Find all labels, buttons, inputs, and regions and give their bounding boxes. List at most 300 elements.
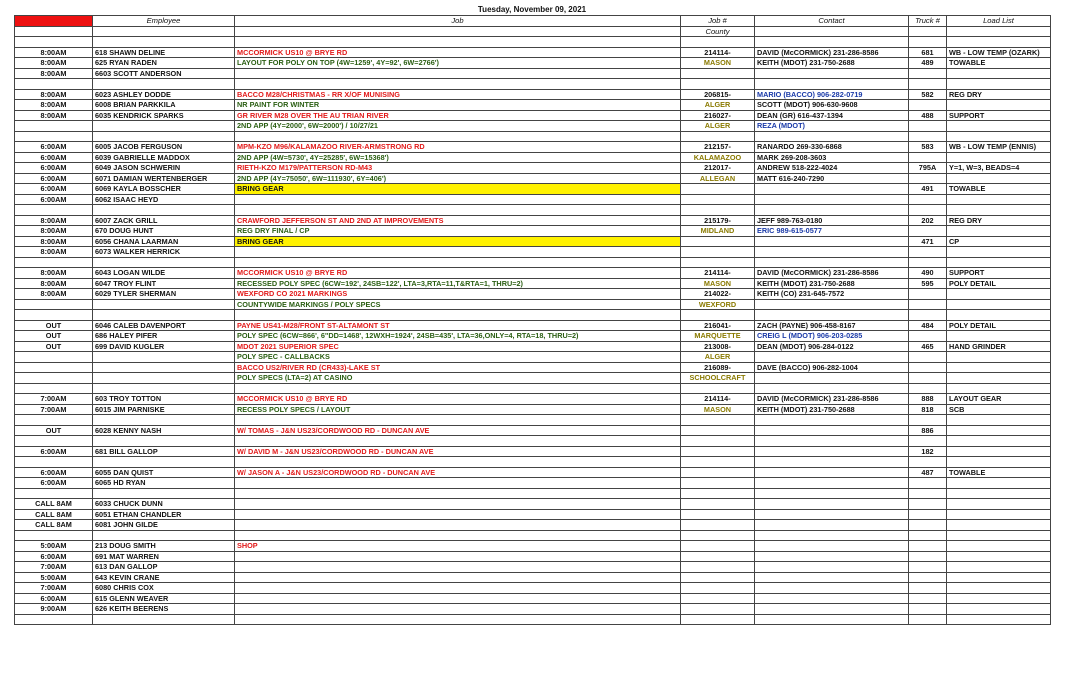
table-row (15, 289, 1051, 300)
time-cell: 6:00AM (15, 184, 93, 195)
header-blank (909, 26, 947, 37)
employee-cell: 618 SHAWN DELINE (93, 47, 235, 58)
jobnum-cell (681, 499, 755, 510)
job-cell (235, 520, 681, 531)
employee-cell (93, 352, 235, 363)
job-cell (235, 436, 681, 447)
employee-cell: 6029 TYLER SHERMAN (93, 289, 235, 300)
truck-cell: 582 (909, 89, 947, 100)
job-cell (235, 530, 681, 541)
load-cell: TOWABLE (947, 184, 1051, 195)
jobnum-cell: 216041- (681, 320, 755, 331)
table-row (15, 404, 1051, 415)
load-cell (947, 383, 1051, 394)
load-cell (947, 205, 1051, 216)
employee-cell: 686 HALEY PIFER (93, 331, 235, 342)
job-cell: BRING GEAR (235, 184, 681, 195)
load-cell: LAYOUT GEAR (947, 394, 1051, 405)
contact-cell: JEFF 989-763-0180 (755, 215, 909, 226)
jobnum-cell (681, 541, 755, 552)
truck-cell (909, 530, 947, 541)
header-blank (947, 26, 1051, 37)
table-row (15, 142, 1051, 153)
jobnum-cell: MASON (681, 58, 755, 69)
job-cell (235, 562, 681, 573)
employee-cell (93, 121, 235, 132)
truck-cell: 583 (909, 142, 947, 153)
contact-cell (755, 499, 909, 510)
time-cell (15, 352, 93, 363)
jobnum-cell (681, 562, 755, 573)
table-row (15, 310, 1051, 321)
contact-cell (755, 572, 909, 583)
time-cell: 5:00AM (15, 541, 93, 552)
table-row (15, 394, 1051, 405)
jobnum-cell: KALAMAZOO (681, 152, 755, 163)
jobnum-cell: 216027- (681, 110, 755, 121)
contact-cell (755, 614, 909, 625)
time-cell: CALL 8AM (15, 499, 93, 510)
contact-cell: MATT 616-240-7290 (755, 173, 909, 184)
time-cell: 8:00AM (15, 58, 93, 69)
load-cell (947, 289, 1051, 300)
time-cell: OUT (15, 341, 93, 352)
jobnum-cell: MASON (681, 404, 755, 415)
truck-cell: 465 (909, 341, 947, 352)
table-row (15, 299, 1051, 310)
truck-cell (909, 383, 947, 394)
table-row (15, 247, 1051, 258)
time-cell (15, 299, 93, 310)
table-row (15, 100, 1051, 111)
load-cell (947, 604, 1051, 615)
table-row (15, 362, 1051, 373)
load-cell (947, 173, 1051, 184)
jobnum-cell: MASON (681, 278, 755, 289)
jobnum-cell (681, 614, 755, 625)
load-cell: SUPPORT (947, 268, 1051, 279)
contact-cell: KEITH (MDOT) 231-750-2688 (755, 278, 909, 289)
table-row (15, 383, 1051, 394)
load-cell (947, 614, 1051, 625)
job-cell: POLY SPEC (6CW=866', 6"DD=1468', 12WXH=1924', 24SB=435', LTA=36,ONLY=4, RTA=18, THRU=2) (235, 331, 681, 342)
job-cell: MCCORMICK US10 @ BRYE RD (235, 394, 681, 405)
table-row (15, 131, 1051, 142)
header-time: Time (15, 16, 93, 27)
jobnum-cell (681, 551, 755, 562)
load-cell (947, 131, 1051, 142)
table-row (15, 614, 1051, 625)
load-cell (947, 68, 1051, 79)
employee-cell (93, 299, 235, 310)
job-cell: BACCO M28/CHRISTMAS - RR X/OF MUNISING (235, 89, 681, 100)
load-cell (947, 551, 1051, 562)
truck-cell: 471 (909, 236, 947, 247)
employee-cell (93, 310, 235, 321)
load-cell (947, 299, 1051, 310)
jobnum-cell (681, 583, 755, 594)
job-cell (235, 604, 681, 615)
load-cell (947, 562, 1051, 573)
contact-cell (755, 583, 909, 594)
truck-cell (909, 257, 947, 268)
load-cell (947, 520, 1051, 531)
table-row (15, 320, 1051, 331)
employee-cell: 626 KEITH BEERENS (93, 604, 235, 615)
table-row (15, 415, 1051, 426)
table-row (15, 541, 1051, 552)
load-cell (947, 152, 1051, 163)
table-row (15, 593, 1051, 604)
truck-cell: 818 (909, 404, 947, 415)
employee-cell: 6065 HD RYAN (93, 478, 235, 489)
job-cell: LAYOUT FOR POLY ON TOP (4W=1259', 4Y=92', 6W=2766') (235, 58, 681, 69)
contact-cell: DAVID (McCORMICK) 231-286-8586 (755, 47, 909, 58)
truck-cell (909, 352, 947, 363)
truck-cell (909, 194, 947, 205)
table-row (15, 194, 1051, 205)
load-cell (947, 509, 1051, 520)
jobnum-cell (681, 205, 755, 216)
job-cell: 2ND APP (4Y=75050', 6W=111930', 6Y=406') (235, 173, 681, 184)
table-row (15, 530, 1051, 541)
employee-cell: 6047 TROY FLINT (93, 278, 235, 289)
truck-cell (909, 593, 947, 604)
load-cell (947, 247, 1051, 258)
jobnum-cell (681, 530, 755, 541)
load-cell (947, 37, 1051, 48)
load-cell (947, 488, 1051, 499)
time-cell: OUT (15, 425, 93, 436)
employee-cell (93, 362, 235, 373)
truck-cell (909, 362, 947, 373)
time-cell: 7:00AM (15, 583, 93, 594)
job-cell: BRING GEAR (235, 236, 681, 247)
contact-cell (755, 194, 909, 205)
time-cell: 7:00AM (15, 404, 93, 415)
jobnum-cell: 212017- (681, 163, 755, 174)
employee-cell: 625 RYAN RADEN (93, 58, 235, 69)
load-cell (947, 457, 1051, 468)
contact-cell (755, 446, 909, 457)
table-row (15, 37, 1051, 48)
jobnum-cell (681, 478, 755, 489)
employee-cell (93, 530, 235, 541)
table-row (15, 89, 1051, 100)
truck-cell: 489 (909, 58, 947, 69)
jobnum-cell (681, 457, 755, 468)
contact-cell: DAVID (McCORMICK) 231-286-8586 (755, 268, 909, 279)
job-cell: MDOT 2021 SUPERIOR SPEC (235, 341, 681, 352)
load-cell: TOWABLE (947, 467, 1051, 478)
jobnum-cell: 214114- (681, 268, 755, 279)
jobnum-cell (681, 68, 755, 79)
truck-cell (909, 310, 947, 321)
table-row (15, 47, 1051, 58)
contact-cell (755, 551, 909, 562)
load-cell: POLY DETAIL (947, 320, 1051, 331)
load-cell (947, 572, 1051, 583)
header-blank (755, 26, 909, 37)
time-cell (15, 457, 93, 468)
employee-cell: 6039 GABRIELLE MADDOX (93, 152, 235, 163)
time-cell: 8:00AM (15, 215, 93, 226)
time-cell (15, 257, 93, 268)
job-cell: RIETH-KZO M179/PATTERSON RD-M43 (235, 163, 681, 174)
time-cell: 8:00AM (15, 100, 93, 111)
table-row (15, 425, 1051, 436)
time-cell (15, 488, 93, 499)
employee-cell: 6071 DAMIAN WERTENBERGER (93, 173, 235, 184)
truck-cell (909, 205, 947, 216)
truck-cell: 487 (909, 467, 947, 478)
job-cell: WEXFORD CO 2021 MARKINGS (235, 289, 681, 300)
jobnum-cell (681, 131, 755, 142)
jobnum-cell (681, 467, 755, 478)
job-cell (235, 614, 681, 625)
table-row (15, 341, 1051, 352)
time-cell (15, 614, 93, 625)
contact-cell: MARIO (BACCO) 906-282-0719 (755, 89, 909, 100)
contact-cell (755, 520, 909, 531)
contact-cell (755, 352, 909, 363)
contact-cell: DEAN (MDOT) 906-284-0122 (755, 341, 909, 352)
job-cell (235, 205, 681, 216)
contact-cell (755, 530, 909, 541)
time-cell (15, 415, 93, 426)
contact-cell: ERIC 989-615-0577 (755, 226, 909, 237)
job-cell: SHOP (235, 541, 681, 552)
jobnum-cell (681, 488, 755, 499)
jobnum-cell: 214114- (681, 47, 755, 58)
table-row (15, 446, 1051, 457)
job-cell (235, 478, 681, 489)
job-cell (235, 79, 681, 90)
jobnum-cell: 206815- (681, 89, 755, 100)
truck-cell (909, 457, 947, 468)
employee-cell: 670 DOUG HUNT (93, 226, 235, 237)
time-cell: 6:00AM (15, 163, 93, 174)
contact-cell (755, 205, 909, 216)
job-cell: MCCORMICK US10 @ BRYE RD (235, 47, 681, 58)
time-cell: 6:00AM (15, 446, 93, 457)
job-cell: COUNTYWIDE MARKINGS / POLY SPECS (235, 299, 681, 310)
load-cell (947, 373, 1051, 384)
employee-cell: 6049 JASON SCHWERIN (93, 163, 235, 174)
time-cell: 8:00AM (15, 247, 93, 258)
contact-cell: DEAN (GR) 616-437-1394 (755, 110, 909, 121)
time-cell (15, 79, 93, 90)
table-row (15, 205, 1051, 216)
jobnum-cell: MIDLAND (681, 226, 755, 237)
table-row (15, 509, 1051, 520)
load-cell (947, 541, 1051, 552)
table-row (15, 562, 1051, 573)
employee-cell: 6023 ASHLEY DODDE (93, 89, 235, 100)
table-row (15, 583, 1051, 594)
truck-cell: 182 (909, 446, 947, 457)
load-cell (947, 499, 1051, 510)
load-cell: WB - LOW TEMP (OZARK) (947, 47, 1051, 58)
header-truck: Truck # (909, 16, 947, 27)
job-cell: MPM-KZO M96/KALAMAZOO RIVER-ARMSTRONG RD (235, 142, 681, 153)
truck-cell: 886 (909, 425, 947, 436)
truck-cell (909, 37, 947, 48)
employee-cell (93, 131, 235, 142)
job-cell (235, 593, 681, 604)
header-employee: Employee (93, 16, 235, 27)
contact-cell (755, 509, 909, 520)
table-row (15, 551, 1051, 562)
load-cell (947, 425, 1051, 436)
truck-cell (909, 226, 947, 237)
truck-cell (909, 247, 947, 258)
contact-cell (755, 257, 909, 268)
time-cell: 7:00AM (15, 394, 93, 405)
jobnum-cell (681, 509, 755, 520)
employee-cell (93, 257, 235, 268)
employee-cell (93, 383, 235, 394)
contact-cell (755, 604, 909, 615)
truck-cell (909, 488, 947, 499)
contact-cell (755, 457, 909, 468)
load-cell (947, 362, 1051, 373)
job-cell (235, 509, 681, 520)
load-cell: SCB (947, 404, 1051, 415)
table-row (15, 467, 1051, 478)
time-cell: 6:00AM (15, 173, 93, 184)
jobnum-cell: ALGER (681, 100, 755, 111)
contact-cell (755, 37, 909, 48)
truck-cell (909, 68, 947, 79)
jobnum-cell (681, 446, 755, 457)
truck-cell (909, 509, 947, 520)
job-cell (235, 310, 681, 321)
load-cell: SUPPORT (947, 110, 1051, 121)
load-cell (947, 121, 1051, 132)
table-row (15, 331, 1051, 342)
header-blank (235, 26, 681, 37)
employee-cell (93, 457, 235, 468)
contact-cell (755, 247, 909, 258)
table-row (15, 58, 1051, 69)
jobnum-cell (681, 247, 755, 258)
job-cell (235, 68, 681, 79)
employee-cell: 643 KEVIN CRANE (93, 572, 235, 583)
load-cell (947, 310, 1051, 321)
load-cell (947, 478, 1051, 489)
jobnum-cell: MARQUETTE (681, 331, 755, 342)
load-cell: REG DRY (947, 215, 1051, 226)
employee-cell: 6046 CALEB DAVENPORT (93, 320, 235, 331)
time-cell: 8:00AM (15, 68, 93, 79)
job-cell: W/ TOMAS - J&N US23/CORDWOOD RD - DUNCAN AVE (235, 425, 681, 436)
load-cell (947, 79, 1051, 90)
truck-cell: 888 (909, 394, 947, 405)
truck-cell (909, 415, 947, 426)
job-cell (235, 572, 681, 583)
time-cell (15, 310, 93, 321)
employee-cell: 6008 BRIAN PARKKILA (93, 100, 235, 111)
jobnum-cell: 216089- (681, 362, 755, 373)
jobnum-cell (681, 520, 755, 531)
truck-cell (909, 604, 947, 615)
contact-cell (755, 593, 909, 604)
jobnum-cell: 215179- (681, 215, 755, 226)
job-cell: POLY SPECS (LTA=2) AT CASINO (235, 373, 681, 384)
contact-cell (755, 436, 909, 447)
contact-cell: REZA (MDOT) (755, 121, 909, 132)
time-cell: 6:00AM (15, 467, 93, 478)
truck-cell (909, 131, 947, 142)
jobnum-cell (681, 236, 755, 247)
truck-cell: 595 (909, 278, 947, 289)
truck-cell (909, 100, 947, 111)
truck-cell: 490 (909, 268, 947, 279)
job-cell: W/ DAVID M - J&N US23/CORDWOOD RD - DUNCAN AVE (235, 446, 681, 457)
truck-cell (909, 614, 947, 625)
table-row (15, 488, 1051, 499)
table-row (15, 79, 1051, 90)
truck-cell (909, 583, 947, 594)
contact-cell: KEITH (MDOT) 231-750-2688 (755, 404, 909, 415)
time-cell (15, 131, 93, 142)
schedule-rows (15, 37, 1051, 625)
jobnum-cell (681, 425, 755, 436)
table-row (15, 520, 1051, 531)
employee-cell (93, 37, 235, 48)
time-cell: 9:00AM (15, 604, 93, 615)
truck-cell (909, 572, 947, 583)
employee-cell: 6073 WALKER HERRICK (93, 247, 235, 258)
time-cell (15, 121, 93, 132)
employee-cell: 6033 CHUCK DUNN (93, 499, 235, 510)
employee-cell: 6015 JIM PARNISKE (93, 404, 235, 415)
employee-cell: 6005 JACOB FERGUSON (93, 142, 235, 153)
job-cell: GR RIVER M28 OVER THE AU TRIAN RIVER (235, 110, 681, 121)
header-blank (93, 26, 235, 37)
employee-cell: 6028 KENNY NASH (93, 425, 235, 436)
table-row (15, 268, 1051, 279)
time-cell: 6:00AM (15, 593, 93, 604)
table-row (15, 604, 1051, 615)
table-row (15, 68, 1051, 79)
load-cell (947, 194, 1051, 205)
contact-cell (755, 541, 909, 552)
job-cell: RECESSED POLY SPEC (6CW=192', 24SB=122', LTA=3,RTA=11,T&RTA=1, THRU=2) (235, 278, 681, 289)
contact-cell: SCOTT (MDOT) 906-630-9608 (755, 100, 909, 111)
contact-cell (755, 79, 909, 90)
truck-cell (909, 121, 947, 132)
job-cell (235, 194, 681, 205)
employee-cell: 6080 CHRIS COX (93, 583, 235, 594)
schedule-table (14, 15, 1051, 625)
load-cell: WB - LOW TEMP (ENNIS) (947, 142, 1051, 153)
jobnum-cell (681, 257, 755, 268)
job-cell (235, 583, 681, 594)
truck-cell (909, 299, 947, 310)
load-cell: REG DRY (947, 89, 1051, 100)
jobnum-cell: 212157- (681, 142, 755, 153)
time-cell: OUT (15, 320, 93, 331)
header-county: County (681, 26, 755, 37)
job-cell (235, 247, 681, 258)
employee-cell (93, 415, 235, 426)
employee-cell: 615 GLENN WEAVER (93, 593, 235, 604)
jobnum-cell: 214114- (681, 394, 755, 405)
time-cell: CALL 8AM (15, 509, 93, 520)
job-cell (235, 415, 681, 426)
